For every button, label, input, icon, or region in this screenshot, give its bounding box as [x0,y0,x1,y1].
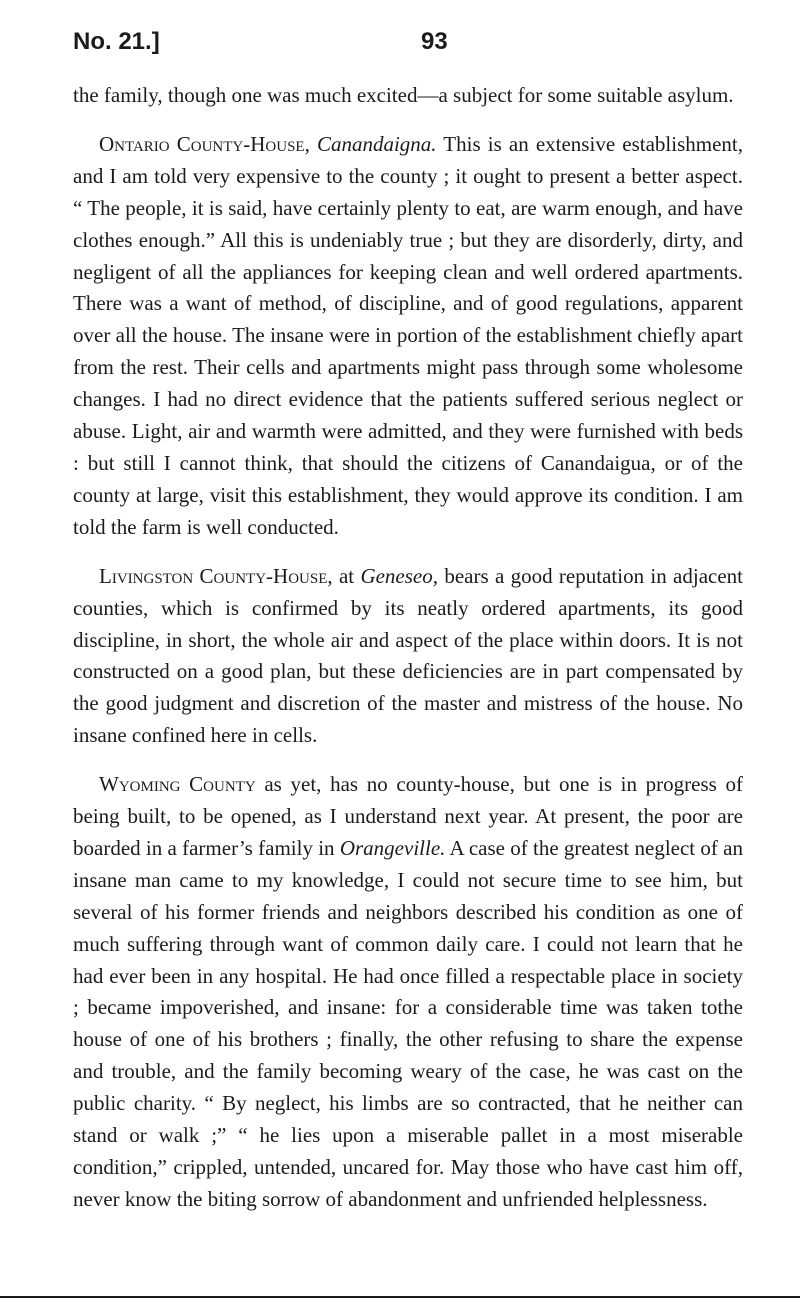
paragraph-continuation [73,80,743,112]
wyoming-heading: Wyoming County [99,772,256,797]
running-head [73,28,743,60]
page-number: 93 [421,28,448,55]
livingston-heading: Livingston County-House, [99,563,333,588]
paragraph-wyoming [73,769,743,1216]
ontario-body: This is an extensive establishment, and I am told very expensive to the county ; it ought to present a better aspect. “ The people, it is said, have certainly plenty to eat, are warm enough, and have clothes enough.” All this is undeniably true ; but they are disorderly, dirty, and negligent of all the appliances for keeping clean and well ordered apartments. There was a want of method, of discipline, and of good regulations, apparent over all the house. The insane were in portion of the establishment chiefly apart from the rest. Their cells and apartments might pass through some wholesome changes. I had no direct evidence that the patients suffered serious neglect or abuse. Light, air and warmth were admitted, and they were furnished with beds : but still I cannot think, that should the citizens of Canandaigua, or of the county at large, visit this establishment, they would approve its condition. I am told the farm is well conducted. [73,131,743,539]
wyoming-place: Orangeville. [339,835,446,860]
paragraph-ontario [73,129,743,544]
wyoming-body-after: A case of the greatest neglect of an insane man came to my knowledge, I could not secure time to see him, but several of his former friends and neighbors described his condition as one of much suffering through want of common daily care. I could not learn that he had ever been in any hospital. He had once filled a respectable place in society ; became impoverished, and insane: for a considerable time was taken tothe house of one of his brothers ; finally, the other refusing to share the expense and trouble, and the family becoming weary of the case, he was cast on the public charity. “ By neglect, his limbs are so contracted, that he neither can stand or walk ;” “ he lies upon a miserable pallet in a most miserable condition,” crippled, untended, uncared for. May those who have cast him off, never know the biting sorrow of abandonment and unfriended helplessness. [73,835,743,1211]
paragraph-livingston [73,561,743,752]
bottom-rule [0,1296,800,1298]
document-number: No. 21.] [73,28,160,55]
livingston-lead: at [338,563,355,588]
wyoming-body-before: as yet, has no county-house, but one is in progress of being built, to be opened, as I understand next year. At present, the poor are boarded in a farmer’s family in [73,772,744,860]
continuation-text: the family, though one was much excited—a subject for some suitable asylum. [73,83,734,107]
livingston-place: Geneseo, [360,563,438,588]
livingston-body: bears a good reputation in adjacent counties, which is confirmed by its neatly ordered apartments, its good discipline, in short, the whole air and aspect of the place within doors. It is not constructed on a good plan, but these deficiencies are in part compensated by the good judgment and discretion of the master and mistress of the house. No insane confined here in cells. [73,563,744,748]
ontario-heading: Ontario County-House, [99,131,310,156]
body-text [73,80,743,1233]
ontario-place: Canandaigna. [316,131,437,156]
